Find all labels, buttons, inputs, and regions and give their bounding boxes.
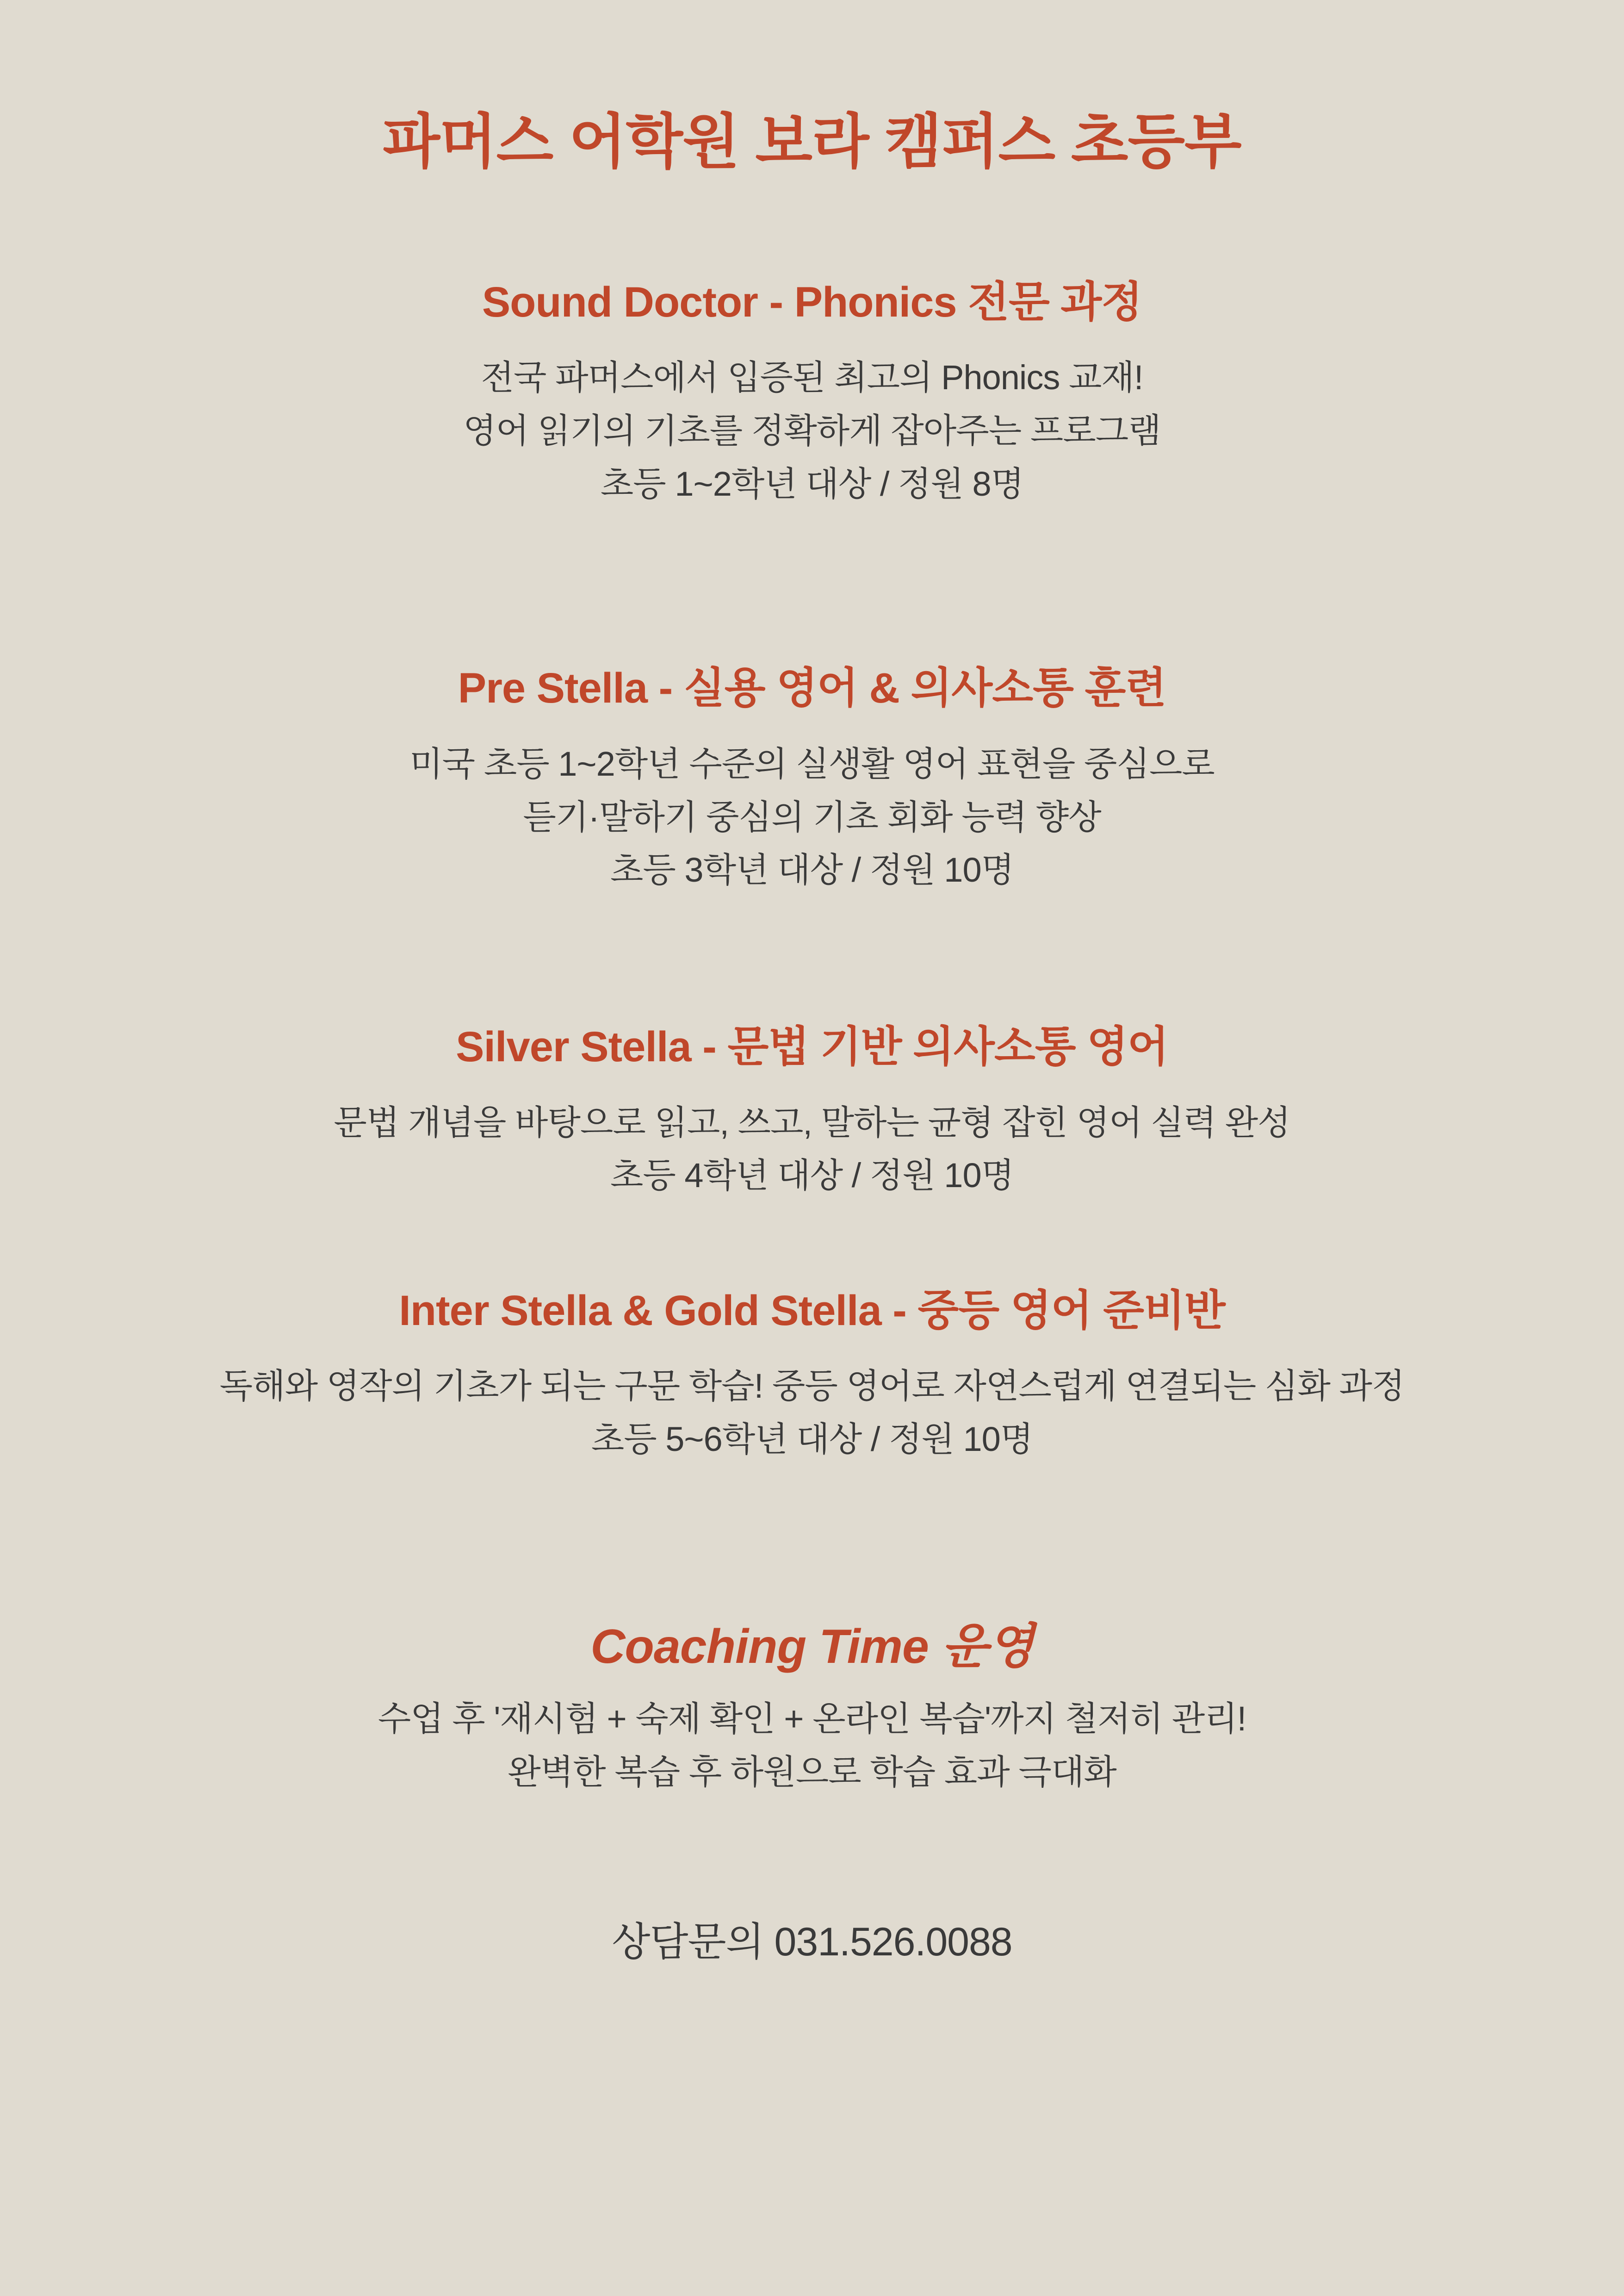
course-title: Pre Stella - 실용 영어 & 의사소통 훈련 [458, 665, 1166, 712]
contact-info: 상담문의 031.526.0088 [612, 1920, 1012, 1965]
course-line: 듣기·말하기 중심의 기초 회화 능력 향상 [523, 797, 1101, 836]
course-title: Inter Stella & Gold Stella - 중등 영어 준비반 [399, 1287, 1225, 1334]
coaching-time-title: Coaching Time 운영 [590, 1619, 1034, 1674]
course-line: 초등 4학년 대상 / 정원 10명 [610, 1156, 1014, 1195]
course-block-inter-gold-stella [56, 1283, 1568, 1466]
course-block-pre-stella [56, 661, 1568, 897]
coaching-time-block [56, 1607, 1568, 1798]
course-line: 전국 파머스에서 입증된 최고의 Phonics 교재! [481, 358, 1143, 397]
course-line: 독해와 영작의 기초가 되는 구문 학습! 중등 영어로 자연스럽게 연결되는 심화 과정 [219, 1367, 1405, 1406]
coaching-line: 완벽한 복습 후 하원으로 학습 효과 극대화 [508, 1752, 1116, 1791]
course-line: 초등 5~6학년 대상 / 정원 10명 [591, 1420, 1033, 1459]
page-title: 파머스 어학원 보라 캠퍼스 초등부 [383, 109, 1241, 175]
course-line: 문법 개념을 바탕으로 읽고, 쓰고, 말하는 균형 잡힌 영어 실력 완성 [334, 1103, 1290, 1142]
course-title: Silver Stella - 문법 기반 의사소통 영어 [456, 1023, 1168, 1070]
course-line: 초등 3학년 대상 / 정원 10명 [610, 851, 1014, 890]
course-block-sound-doctor [56, 275, 1568, 511]
coaching-line: 수업 후 '재시험 + 숙제 확인 + 온라인 복습'까지 철저히 관리! [378, 1699, 1246, 1738]
course-block-silver-stella [56, 1020, 1568, 1202]
course-title: Sound Doctor - Phonics 전문 과정 [482, 278, 1142, 326]
course-line: 영어 읽기의 기초를 정확하게 잡아주는 프로그램 [463, 411, 1161, 450]
course-line: 초등 1~2학년 대상 / 정원 8명 [600, 464, 1024, 503]
course-line: 미국 초등 1~2학년 수준의 실생활 영어 표현을 중심으로 [409, 744, 1215, 783]
